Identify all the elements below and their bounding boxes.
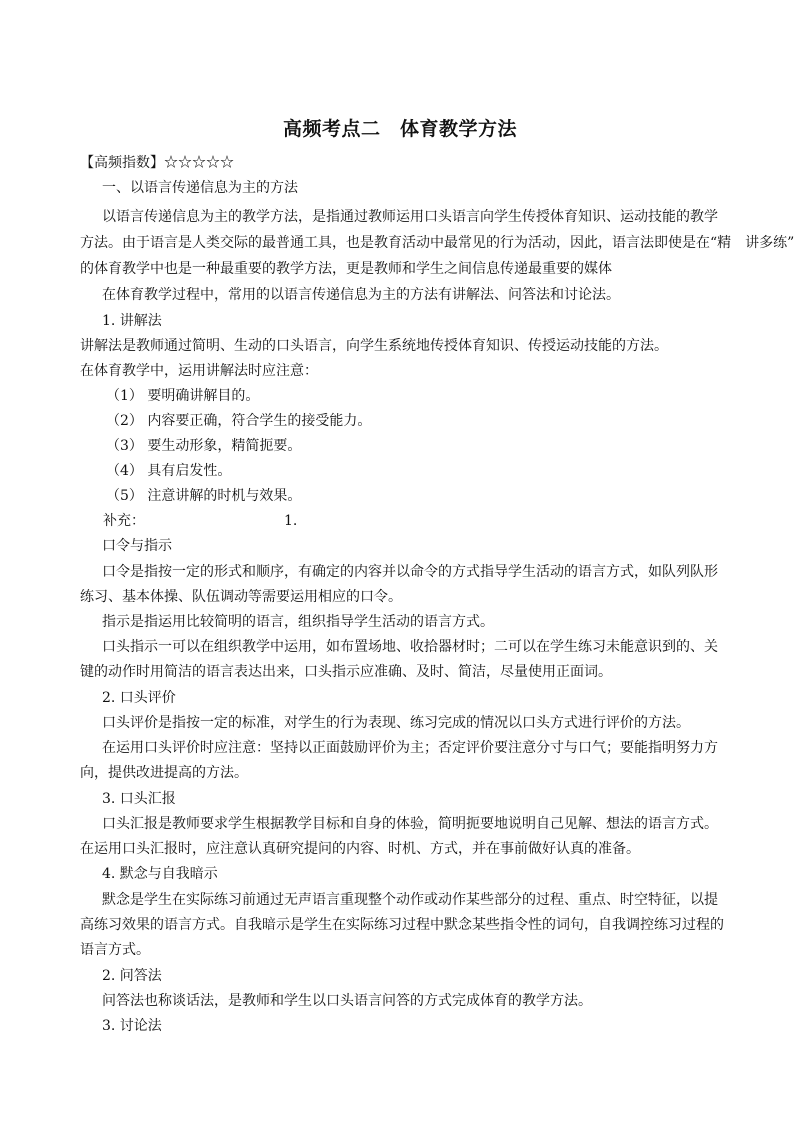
paragraph-line: 讲解法是教师通过简明、生动的口头语言，向学生系统地传授体育知识、传授运动技能的方法。	[80, 338, 668, 354]
paragraph-line: 默念是学生在实际练习前通过无声语言重现整个动作或动作某些部分的过程、重点、时空特征，以提	[102, 892, 718, 908]
method-heading: 2. 问答法	[102, 968, 162, 984]
paragraph-line: 问答法也称谈话法，是教师和学生以口头语言问答的方式完成体育的教学方法。	[102, 993, 592, 1009]
method-heading: 1. 讲解法	[102, 313, 162, 329]
supplement-number: 1.	[284, 513, 298, 529]
page-title: 高频考点二 体育教学方法	[282, 118, 517, 140]
method-heading: 3. 讨论法	[102, 1018, 162, 1034]
subsection-heading: 4. 默念与自我暗示	[102, 866, 218, 882]
list-item: （4） 具有启发性。	[106, 463, 232, 479]
list-item: （2） 内容要正确，符合学生的接受能力。	[106, 413, 372, 429]
paragraph-line: 在体育教学过程中，常用的以语言传递信息为主的方法有讲解法、问答法和讨论法。	[102, 287, 620, 303]
section-heading: 一、以语言传递信息为主的方法	[102, 180, 298, 196]
list-item: （3） 要生动形象，精简扼要。	[106, 438, 302, 454]
paragraph-line: 的体育教学中也是一种最重要的教学方法，更是教师和学生之间信息传递最重要的媒体	[80, 261, 612, 277]
paragraph-line: 以语言传递信息为主的教学方法，是指通过教师运用口头语言向学生传授体育知识、运动技能的教学	[102, 209, 718, 225]
frequency-rating: 【高频指数】☆☆☆☆☆	[80, 155, 234, 171]
subsection-heading: 3. 口头汇报	[102, 791, 176, 807]
subsection-heading: 2. 口头评价	[102, 690, 176, 706]
paragraph-line: 键的动作时用简洁的语言表达出来，口头指示应准确、及时、简洁，尽量使用正面词。	[80, 664, 612, 680]
list-item: （5） 注意讲解的时机与效果。	[106, 488, 302, 504]
paragraph-line: 语言方式。	[80, 942, 150, 958]
supplement-label: 补充：	[103, 513, 145, 529]
paragraph-line: 在运用口头汇报时，应注意认真研究提问的内容、时机、方式，并在事前做好认真的准备。	[80, 841, 640, 857]
paragraph-line: 在运用口头评价时应注意：坚持以正面鼓励评价为主；否定评价要注意分寸与口气；要能指明努力方	[102, 740, 718, 756]
paragraph-line: 向，提供改进提高的方法。	[80, 765, 248, 781]
paragraph-line: 口头评价是指按一定的标准，对学生的行为表现、练习完成的情况以口头方式进行评价的方法。	[102, 715, 690, 731]
paragraph-line: 在体育教学中，运用讲解法时应注意：	[80, 363, 318, 379]
paragraph-line: 高练习效果的语言方式。自我暗示是学生在实际练习过程中默念某些指令性的词句，自我调控练习过程的	[80, 917, 724, 933]
list-item: （1） 要明确讲解目的。	[106, 388, 260, 404]
paragraph-line: 口头汇报是教师要求学生根据教学目标和自身的体验，简明扼要地说明自己见解、想法的语言方式。	[102, 816, 718, 832]
subsection-heading: 口令与指示	[102, 538, 172, 554]
paragraph-line: 指示是指运用比较简明的语言，组织指导学生活动的语言方式。	[102, 614, 494, 630]
paragraph-line: 口令是指按一定的形式和顺序，有确定的内容并以命令的方式指导学生活动的语言方式，如队列队形	[102, 564, 718, 580]
paragraph-line: 口头指示一可以在组织教学中运用，如布置场地、收拾器材时；二可以在学生练习未能意识到的、关	[102, 639, 718, 655]
paragraph-line: 方法。由于语言是人类交际的最普通工具，也是教育活动中最常见的行为活动，因此，语言法即使是在“精 讲多练”	[80, 235, 795, 251]
paragraph-line: 练习、基本体操、队伍调动等需要运用相应的口令。	[80, 589, 402, 605]
